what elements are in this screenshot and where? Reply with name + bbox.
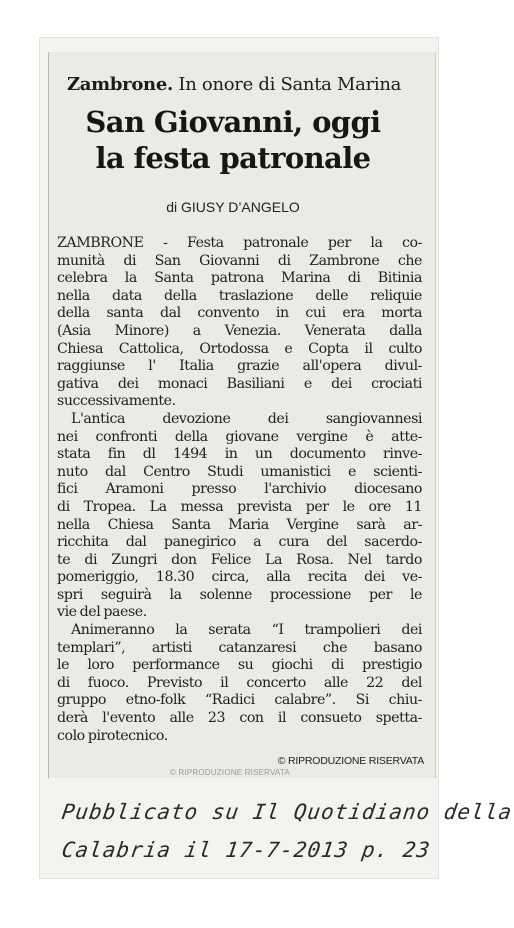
body-line: di fuoco. Previsto il concerto alle 22 del: [57, 674, 422, 691]
body-line: ZAMBRONE - Festa patronale per la co-: [57, 235, 422, 251]
body-line: nella Chiesa Santa Maria Vergine sarà ar-: [57, 516, 422, 533]
body-line: gruppo etno-folk “Radici calabre”. Si chiu-: [57, 692, 422, 709]
body-line: raggiunse l' Italia grazie all'opera divul-: [57, 358, 422, 375]
ghost-imprint-text: © RIPRODUZIONE RISERVATA: [170, 768, 290, 777]
body-line: munità di San Giovanni di Zambrone che: [57, 252, 422, 269]
kicker-text: In onore di Santa Marina: [178, 74, 402, 95]
body-line: della santa dal convento in cui era morta: [57, 305, 422, 322]
article-headline: [52, 104, 414, 176]
headline-line-2: la festa patronale: [95, 141, 371, 175]
handwritten-note-line-2: Calabria il 17-7-2013 p. 23: [60, 838, 433, 862]
byline: di GIUSY D’ANGELO: [166, 199, 300, 215]
body-line: derà l'evento alle 23 con il consueto spetta-: [57, 710, 422, 727]
body-line: Animeranno la serata “I trampolieri dei: [71, 622, 422, 639]
body-line: te di Zungri don Felice La Rosa. Nel tardo: [57, 551, 422, 568]
body-line: pomeriggio, 18.30 circa, alla recita dei ve-: [57, 569, 422, 586]
body-line: nei confronti della giovane vergine è atte-: [57, 428, 422, 445]
article-body: [57, 235, 422, 745]
body-line: gativa dei monaci Basiliani e dei crociati: [57, 375, 422, 392]
body-line: di Tropea. La messa prevista per le ore 11: [57, 498, 422, 515]
body-line: fici Aramoni presso l'archivio diocesano: [57, 481, 422, 498]
body-line: colo pirotecnico.: [57, 727, 168, 744]
body-line: successivamente.: [57, 393, 176, 410]
body-line: (Asia Minore) a Venezia. Venerata dalla: [57, 322, 422, 339]
body-line: celebra la Santa patrona Marina di Bitinia: [57, 270, 422, 287]
body-line: stata fin dl 1494 in un documento rinve-: [57, 446, 422, 463]
body-line: Chiesa Cattolica, Ortodossa e Copta il culto: [57, 340, 422, 357]
body-line: vie del paese.: [57, 604, 147, 621]
kicker-place: Zambrone.: [66, 74, 173, 95]
handwritten-note-line-1: Pubblicato su Il Quotidiano della: [60, 800, 514, 824]
copyright-notice: © RIPRODUZIONE RISERVATA: [277, 755, 424, 767]
body-line: L'antica devozione dei sangiovannesi: [71, 410, 422, 427]
headline-line-1: San Giovanni, oggi: [85, 105, 381, 139]
body-line: nuto dal Centro Studi umanistici e scienti-: [57, 463, 422, 480]
body-line: ricchita dal panegirico a cura del sacerdo-: [57, 534, 422, 551]
body-line: templari”, artisti catanzaresi che basano: [57, 639, 422, 656]
body-line: spri seguirà la solenne processione per le: [57, 586, 422, 603]
body-line: le loro performance su giochi di prestigio: [57, 657, 422, 674]
article-kicker: [54, 74, 414, 95]
body-line: nella data della traslazione delle reliquie: [57, 287, 422, 304]
